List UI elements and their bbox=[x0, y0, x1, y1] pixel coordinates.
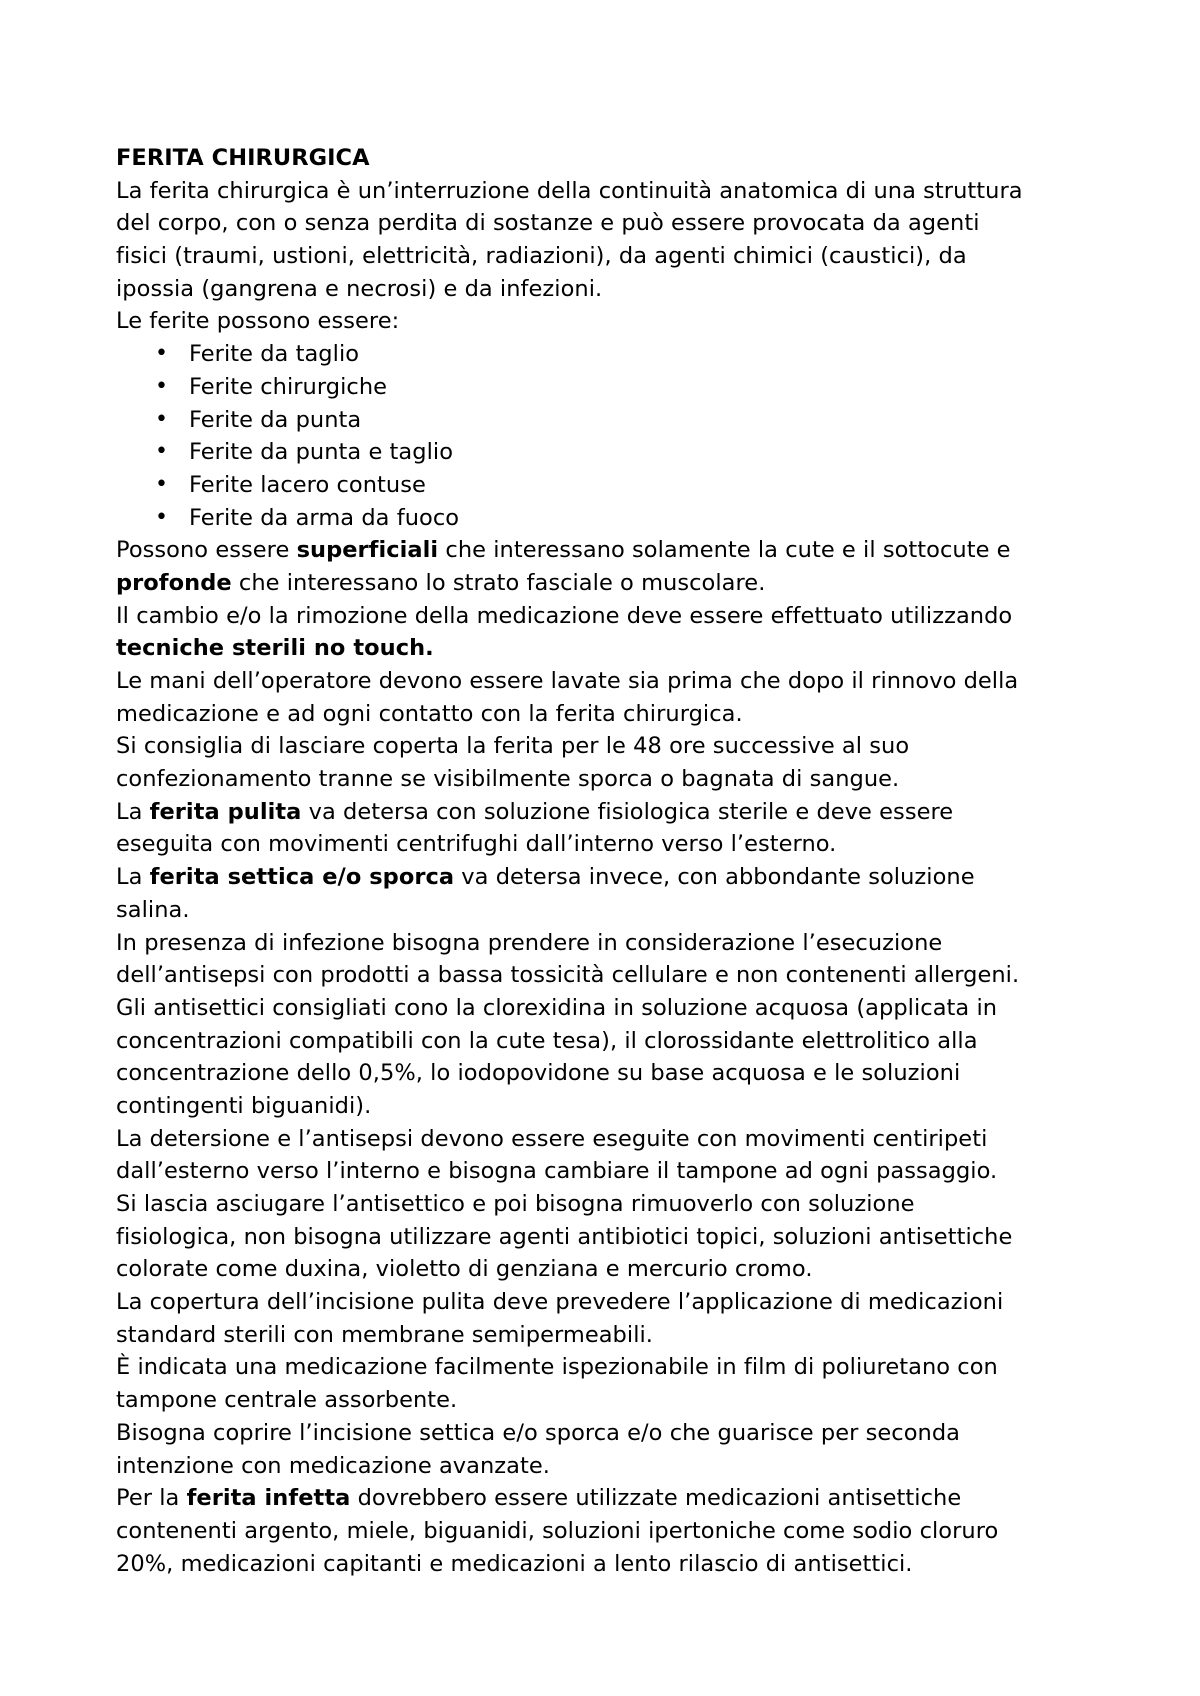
text-line: contingenti biguanidi). bbox=[116, 1092, 372, 1119]
text-run: dovrebbero essere utilizzate medicazioni antisettiche bbox=[350, 1485, 962, 1512]
text-line: del corpo, con o senza perdita di sostanze e può essere provocata da agenti bbox=[116, 210, 980, 237]
bold-term: ferita pulita bbox=[149, 798, 302, 825]
text-line bbox=[116, 861, 1100, 894]
text-run: va detersa con soluzione fisiologica sterile e deve essere bbox=[301, 798, 954, 825]
text-line: La copertura dell’incisione pulita deve prevedere l’applicazione di medicazioni bbox=[116, 1289, 1004, 1316]
list-item-label: Ferite da taglio bbox=[189, 341, 360, 368]
bold-term: tecniche sterili no touch. bbox=[116, 635, 434, 662]
wound-types-list bbox=[116, 338, 1100, 534]
text-run: va detersa invece, con abbondante soluzione bbox=[454, 864, 975, 891]
list-item-label: Ferite da arma da fuoco bbox=[189, 504, 460, 531]
list-item bbox=[116, 371, 1100, 404]
text-line: In presenza di infezione bisogna prendere in considerazione l’esecuzione bbox=[116, 929, 943, 956]
bold-term: ferita settica e/o sporca bbox=[149, 864, 455, 891]
text-line bbox=[116, 1482, 1100, 1515]
text-line bbox=[116, 796, 1100, 829]
text-line: Gli antisettici consigliati cono la clorexidina in soluzione acquosa (applicata in bbox=[116, 994, 998, 1021]
text-line: contenenti argento, miele, biguanidi, soluzioni ipertoniche come sodio cloruro bbox=[116, 1517, 999, 1544]
list-item bbox=[116, 436, 1100, 469]
text-line: fisiologica, non bisogna utilizzare agenti antibiotici topici, soluzioni antisettiche bbox=[116, 1223, 1013, 1250]
text-line: Bisogna coprire l’incisione settica e/o sporca e/o che guarisce per seconda bbox=[116, 1419, 961, 1446]
text-line: Si consiglia di lasciare coperta la ferita per le 48 ore successive al suo bbox=[116, 733, 910, 760]
bullet-icon: • bbox=[155, 439, 169, 465]
text-line: salina. bbox=[116, 896, 190, 923]
list-item bbox=[116, 469, 1100, 502]
text-line: Le mani dell’operatore devono essere lavate sia prima che dopo il rinnovo della bbox=[116, 668, 1019, 694]
text-line: 20%, medicazioni capitanti e medicazioni a lento rilascio di antisettici. bbox=[116, 1550, 913, 1577]
text-run: che interessano lo strato fasciale o muscolare. bbox=[231, 569, 766, 596]
text-line: medicazione e ad ogni contatto con la ferita chirurgica. bbox=[116, 700, 743, 727]
document-title: FERITA CHIRURGICA bbox=[116, 145, 370, 171]
text-line: È indicata una medicazione facilmente ispezionabile in film di poliuretano con bbox=[116, 1354, 998, 1381]
text-line bbox=[116, 534, 1100, 567]
text-line: intenzione con medicazione avanzate. bbox=[116, 1452, 550, 1479]
list-item-label: Ferite lacero contuse bbox=[189, 471, 426, 498]
text-run: La bbox=[116, 798, 150, 825]
text-line: Le ferite possono essere: bbox=[116, 308, 400, 335]
text-line: fisici (traumi, ustioni, elettricità, radiazioni), da agenti chimici (caustici), da bbox=[116, 243, 967, 270]
text-run: La bbox=[116, 864, 150, 891]
text-run: Possono essere bbox=[116, 537, 297, 564]
text-line: dell’antisepsi con prodotti a bassa tossicità cellulare e non contenenti allergeni. bbox=[116, 962, 1020, 989]
list-item-label: Ferite da punta e taglio bbox=[189, 439, 454, 466]
text-line: ipossia (gangrena e necrosi) e da infezioni. bbox=[116, 275, 603, 302]
text-line bbox=[116, 632, 1100, 665]
text-line: Si lascia asciugare l’antisettico e poi bisogna rimuoverlo con soluzione bbox=[116, 1191, 915, 1217]
bullet-icon: • bbox=[155, 406, 169, 432]
text-line: Il cambio e/o la rimozione della medicazione deve essere effettuato utilizzando bbox=[116, 602, 1013, 629]
text-run: che interessano solamente la cute e il sottocute e bbox=[438, 537, 1011, 564]
text-line: eseguita con movimenti centrifughi dall’interno verso l’esterno. bbox=[116, 831, 837, 858]
bold-term: ferita infetta bbox=[186, 1485, 351, 1512]
list-item bbox=[116, 338, 1100, 371]
bullet-icon: • bbox=[155, 341, 169, 367]
text-line: standard sterili con membrane semipermeabili. bbox=[116, 1321, 653, 1348]
list-item bbox=[116, 502, 1100, 535]
bullet-icon: • bbox=[155, 504, 169, 530]
bullet-icon: • bbox=[155, 373, 169, 399]
text-line: tampone centrale assorbente. bbox=[116, 1387, 458, 1414]
document-page bbox=[116, 142, 1100, 1580]
text-line: dall’esterno verso l’interno e bisogna cambiare il tampone ad ogni passaggio. bbox=[116, 1158, 998, 1185]
bullet-icon: • bbox=[155, 471, 169, 497]
bold-term: profonde bbox=[116, 569, 232, 596]
text-line: concentrazioni compatibili con la cute tesa), il clorossidante elettrolitico alla bbox=[116, 1027, 978, 1054]
text-line: La detersione e l’antisepsi devono essere eseguite con movimenti centiripeti bbox=[116, 1125, 988, 1152]
list-item-label: Ferite da punta bbox=[189, 406, 362, 433]
text-line: colorate come duxina, violetto di genziana e mercurio cromo. bbox=[116, 1256, 813, 1283]
text-run: Per la bbox=[116, 1485, 187, 1512]
text-line: confezionamento tranne se visibilmente sporca o bagnata di sangue. bbox=[116, 766, 900, 793]
list-item bbox=[116, 404, 1100, 437]
text-line bbox=[116, 567, 1100, 600]
text-line: concentrazione dello 0,5%, lo iodopovidone su base acquosa e le soluzioni bbox=[116, 1060, 961, 1087]
list-item-label: Ferite chirurgiche bbox=[189, 373, 388, 400]
bold-term: superficiali bbox=[296, 537, 439, 564]
text-line: La ferita chirurgica è un’interruzione della continuità anatomica di una struttura bbox=[116, 177, 1023, 204]
